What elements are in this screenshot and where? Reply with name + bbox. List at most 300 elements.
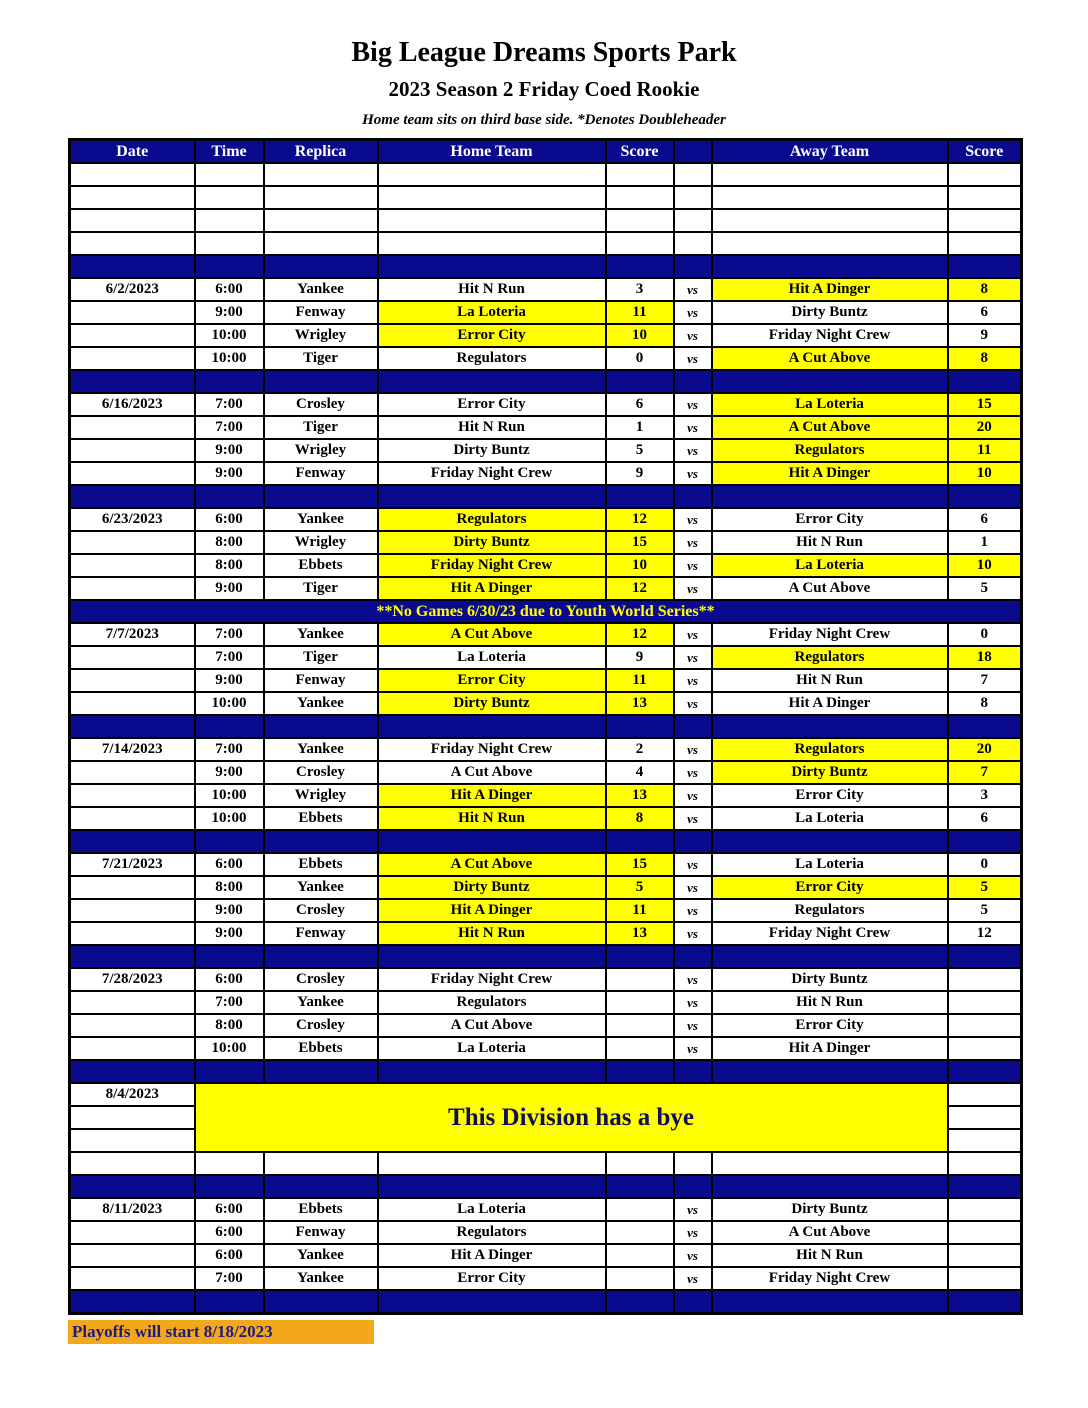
replica-cell: Yankee bbox=[264, 876, 378, 899]
time-cell: 9:00 bbox=[195, 669, 264, 692]
separator-home-score-cell bbox=[606, 370, 674, 393]
separator-time-cell bbox=[195, 1060, 264, 1083]
game-row bbox=[70, 462, 1022, 485]
game-row bbox=[70, 439, 1022, 462]
separator-away-score-cell bbox=[948, 715, 1022, 738]
replica-cell: Ebbets bbox=[264, 1037, 378, 1060]
away-team-cell: Dirty Buntz bbox=[712, 1198, 948, 1221]
time-cell: 6:00 bbox=[195, 1198, 264, 1221]
replica-cell: Yankee bbox=[264, 1267, 378, 1290]
away-team-cell: Hit N Run bbox=[712, 669, 948, 692]
time-cell: 9:00 bbox=[195, 577, 264, 600]
home-score-cell: 12 bbox=[606, 623, 674, 646]
time-cell: 7:00 bbox=[195, 738, 264, 761]
vs-cell: vs bbox=[674, 531, 712, 554]
empty-home-team-cell bbox=[378, 1152, 606, 1175]
empty-home-team-cell bbox=[378, 209, 606, 232]
separator-replica-cell bbox=[264, 1060, 378, 1083]
home-score-cell bbox=[606, 991, 674, 1014]
home-team-cell: La Loteria bbox=[378, 301, 606, 324]
home-team-cell: Friday Night Crew bbox=[378, 554, 606, 577]
away-team-cell: Friday Night Crew bbox=[712, 922, 948, 945]
away-score-cell: 10 bbox=[948, 554, 1022, 577]
replica-cell: Crosley bbox=[264, 899, 378, 922]
time-cell: 7:00 bbox=[195, 991, 264, 1014]
home-score-cell: 4 bbox=[606, 761, 674, 784]
separator-time-cell bbox=[195, 1175, 264, 1198]
time-cell: 9:00 bbox=[195, 922, 264, 945]
home-score-cell bbox=[606, 968, 674, 991]
page-note: Home team sits on third base side. *Denotes Doubleheader bbox=[362, 112, 726, 129]
away-score-cell bbox=[948, 1083, 1022, 1106]
vs-cell: vs bbox=[674, 577, 712, 600]
date-cell: 7/14/2023 bbox=[70, 738, 195, 761]
date-cell: 8/4/2023 bbox=[70, 1083, 195, 1106]
vs-cell: vs bbox=[674, 876, 712, 899]
home-score-cell: 12 bbox=[606, 508, 674, 531]
home-score-cell: 12 bbox=[606, 577, 674, 600]
empty-away-team-cell bbox=[712, 163, 948, 186]
away-team-cell: Hit A Dinger bbox=[712, 462, 948, 485]
empty-replica-cell bbox=[264, 163, 378, 186]
separator-vs-cell bbox=[674, 945, 712, 968]
separator-vs-cell bbox=[674, 715, 712, 738]
date-cell bbox=[70, 439, 195, 462]
time-cell: 9:00 bbox=[195, 761, 264, 784]
time-cell: 10:00 bbox=[195, 784, 264, 807]
separator-date-cell bbox=[70, 370, 195, 393]
vs-cell: vs bbox=[674, 761, 712, 784]
empty-away-team-cell bbox=[712, 232, 948, 255]
empty-time-cell bbox=[195, 1152, 264, 1175]
game-row bbox=[70, 554, 1022, 577]
away-score-cell: 6 bbox=[948, 508, 1022, 531]
away-team-cell: Hit N Run bbox=[712, 531, 948, 554]
replica-cell: Crosley bbox=[264, 1014, 378, 1037]
date-cell bbox=[70, 899, 195, 922]
game-row bbox=[70, 922, 1022, 945]
separator-vs-cell bbox=[674, 370, 712, 393]
date-cell bbox=[70, 347, 195, 370]
home-score-cell bbox=[606, 1198, 674, 1221]
separator-away-team-cell bbox=[712, 1060, 948, 1083]
separator-home-team-cell bbox=[378, 1060, 606, 1083]
home-team-cell: Regulators bbox=[378, 1221, 606, 1244]
separator-away-score-cell bbox=[948, 945, 1022, 968]
home-team-cell: La Loteria bbox=[378, 646, 606, 669]
replica-cell: Ebbets bbox=[264, 1198, 378, 1221]
time-cell: 6:00 bbox=[195, 1221, 264, 1244]
home-team-cell: A Cut Above bbox=[378, 761, 606, 784]
replica-cell: Wrigley bbox=[264, 531, 378, 554]
replica-cell: Ebbets bbox=[264, 807, 378, 830]
home-score-cell: 13 bbox=[606, 692, 674, 715]
column-header-replica: Replica bbox=[264, 140, 378, 164]
date-cell bbox=[70, 1014, 195, 1037]
replica-cell: Fenway bbox=[264, 1221, 378, 1244]
empty-away-team-cell bbox=[712, 1152, 948, 1175]
separator-away-score-cell bbox=[948, 1175, 1022, 1198]
away-team-cell: Hit A Dinger bbox=[712, 278, 948, 301]
away-team-cell: La Loteria bbox=[712, 554, 948, 577]
away-team-cell: Regulators bbox=[712, 738, 948, 761]
empty-vs-cell bbox=[674, 163, 712, 186]
vs-cell: vs bbox=[674, 738, 712, 761]
replica-cell: Yankee bbox=[264, 508, 378, 531]
vs-cell: vs bbox=[674, 669, 712, 692]
empty-row bbox=[70, 1152, 1022, 1175]
away-team-cell: Friday Night Crew bbox=[712, 623, 948, 646]
replica-cell: Fenway bbox=[264, 462, 378, 485]
home-score-cell: 9 bbox=[606, 646, 674, 669]
home-team-cell: A Cut Above bbox=[378, 623, 606, 646]
sep-row bbox=[70, 945, 1022, 968]
game-row bbox=[70, 508, 1022, 531]
separator-away-team-cell bbox=[712, 1175, 948, 1198]
empty-replica-cell bbox=[264, 232, 378, 255]
separator-vs-cell bbox=[674, 830, 712, 853]
home-score-cell: 6 bbox=[606, 393, 674, 416]
home-team-cell: Hit A Dinger bbox=[378, 784, 606, 807]
home-team-cell: Friday Night Crew bbox=[378, 462, 606, 485]
away-score-cell: 3 bbox=[948, 784, 1022, 807]
game-row bbox=[70, 968, 1022, 991]
away-score-cell bbox=[948, 1244, 1022, 1267]
away-team-cell: Error City bbox=[712, 784, 948, 807]
time-cell: 10:00 bbox=[195, 807, 264, 830]
separator-time-cell bbox=[195, 255, 264, 278]
empty-replica-cell bbox=[264, 209, 378, 232]
home-score-cell: 9 bbox=[606, 462, 674, 485]
vs-cell: vs bbox=[674, 1198, 712, 1221]
away-score-cell: 20 bbox=[948, 416, 1022, 439]
date-cell: 6/16/2023 bbox=[70, 393, 195, 416]
time-cell: 9:00 bbox=[195, 439, 264, 462]
vs-cell: vs bbox=[674, 462, 712, 485]
game-row bbox=[70, 1267, 1022, 1290]
column-header-vs bbox=[674, 140, 712, 164]
vs-cell: vs bbox=[674, 278, 712, 301]
game-row bbox=[70, 761, 1022, 784]
time-cell: 10:00 bbox=[195, 324, 264, 347]
home-team-cell: Hit N Run bbox=[378, 807, 606, 830]
separator-away-score-cell bbox=[948, 370, 1022, 393]
empty-home-score-cell bbox=[606, 186, 674, 209]
separator-vs-cell bbox=[674, 1060, 712, 1083]
away-score-cell bbox=[948, 1129, 1022, 1152]
date-cell bbox=[70, 1106, 195, 1129]
separator-home-team-cell bbox=[378, 370, 606, 393]
game-row bbox=[70, 784, 1022, 807]
date-cell bbox=[70, 991, 195, 1014]
empty-row bbox=[70, 232, 1022, 255]
home-team-cell: Dirty Buntz bbox=[378, 876, 606, 899]
date-cell bbox=[70, 301, 195, 324]
empty-row bbox=[70, 186, 1022, 209]
away-score-cell bbox=[948, 968, 1022, 991]
separator-away-team-cell bbox=[712, 1290, 948, 1314]
bye-notice-cell: This Division has a bye bbox=[195, 1083, 948, 1152]
date-cell bbox=[70, 807, 195, 830]
separator-replica-cell bbox=[264, 485, 378, 508]
away-team-cell: La Loteria bbox=[712, 853, 948, 876]
separator-vs-cell bbox=[674, 1175, 712, 1198]
away-score-cell: 6 bbox=[948, 807, 1022, 830]
game-row bbox=[70, 324, 1022, 347]
separator-home-score-cell bbox=[606, 485, 674, 508]
separator-away-team-cell bbox=[712, 485, 948, 508]
time-cell: 9:00 bbox=[195, 301, 264, 324]
date-cell bbox=[70, 761, 195, 784]
replica-cell: Tiger bbox=[264, 416, 378, 439]
vs-cell: vs bbox=[674, 968, 712, 991]
away-score-cell: 7 bbox=[948, 761, 1022, 784]
home-score-cell: 3 bbox=[606, 278, 674, 301]
vs-cell: vs bbox=[674, 899, 712, 922]
header-row bbox=[70, 140, 1022, 164]
separator-date-cell bbox=[70, 1175, 195, 1198]
time-cell: 10:00 bbox=[195, 1037, 264, 1060]
separator-home-score-cell bbox=[606, 255, 674, 278]
replica-cell: Yankee bbox=[264, 1244, 378, 1267]
separator-home-team-cell bbox=[378, 715, 606, 738]
date-cell bbox=[70, 1244, 195, 1267]
separator-home-team-cell bbox=[378, 945, 606, 968]
date-cell: 7/28/2023 bbox=[70, 968, 195, 991]
game-row bbox=[70, 876, 1022, 899]
separator-home-score-cell bbox=[606, 945, 674, 968]
away-team-cell: Hit A Dinger bbox=[712, 692, 948, 715]
home-score-cell: 15 bbox=[606, 531, 674, 554]
home-team-cell: Hit N Run bbox=[378, 278, 606, 301]
empty-time-cell bbox=[195, 186, 264, 209]
separator-away-score-cell bbox=[948, 255, 1022, 278]
date-cell bbox=[70, 922, 195, 945]
home-score-cell: 5 bbox=[606, 439, 674, 462]
column-header-away-score: Score bbox=[948, 140, 1022, 164]
game-row bbox=[70, 1037, 1022, 1060]
away-team-cell: La Loteria bbox=[712, 393, 948, 416]
date-cell bbox=[70, 462, 195, 485]
separator-date-cell bbox=[70, 255, 195, 278]
separator-away-team-cell bbox=[712, 830, 948, 853]
separator-vs-cell bbox=[674, 1290, 712, 1314]
empty-time-cell bbox=[195, 163, 264, 186]
away-score-cell: 12 bbox=[948, 922, 1022, 945]
vs-cell: vs bbox=[674, 807, 712, 830]
separator-time-cell bbox=[195, 485, 264, 508]
home-team-cell: Hit N Run bbox=[378, 416, 606, 439]
away-score-cell bbox=[948, 1267, 1022, 1290]
notice-cell: **No Games 6/30/23 due to Youth World Series** bbox=[70, 600, 1022, 623]
empty-time-cell bbox=[195, 232, 264, 255]
date-cell bbox=[70, 1129, 195, 1152]
away-team-cell: A Cut Above bbox=[712, 1221, 948, 1244]
vs-cell: vs bbox=[674, 508, 712, 531]
page-subtitle: 2023 Season 2 Friday Coed Rookie bbox=[388, 77, 700, 102]
home-score-cell: 13 bbox=[606, 784, 674, 807]
sep-row bbox=[70, 1060, 1022, 1083]
home-score-cell: 11 bbox=[606, 899, 674, 922]
home-score-cell: 11 bbox=[606, 301, 674, 324]
empty-away-score-cell bbox=[948, 1152, 1022, 1175]
empty-away-score-cell bbox=[948, 209, 1022, 232]
sep-row bbox=[70, 370, 1022, 393]
away-score-cell: 5 bbox=[948, 876, 1022, 899]
game-row bbox=[70, 1221, 1022, 1244]
sep-row bbox=[70, 715, 1022, 738]
game-row bbox=[70, 853, 1022, 876]
away-team-cell: Hit N Run bbox=[712, 991, 948, 1014]
time-cell: 8:00 bbox=[195, 1014, 264, 1037]
date-cell: 6/23/2023 bbox=[70, 508, 195, 531]
time-cell: 8:00 bbox=[195, 531, 264, 554]
sep-row bbox=[70, 830, 1022, 853]
empty-home-team-cell bbox=[378, 186, 606, 209]
replica-cell: Yankee bbox=[264, 623, 378, 646]
replica-cell: Yankee bbox=[264, 692, 378, 715]
vs-cell: vs bbox=[674, 1244, 712, 1267]
empty-home-score-cell bbox=[606, 163, 674, 186]
date-cell: 8/11/2023 bbox=[70, 1198, 195, 1221]
date-cell bbox=[70, 1267, 195, 1290]
vs-cell: vs bbox=[674, 416, 712, 439]
game-row bbox=[70, 899, 1022, 922]
away-score-cell: 9 bbox=[948, 324, 1022, 347]
sep-row bbox=[70, 1175, 1022, 1198]
empty-time-cell bbox=[195, 209, 264, 232]
home-score-cell: 11 bbox=[606, 669, 674, 692]
game-row bbox=[70, 301, 1022, 324]
home-score-cell: 15 bbox=[606, 853, 674, 876]
game-row bbox=[70, 1198, 1022, 1221]
separator-replica-cell bbox=[264, 255, 378, 278]
separator-replica-cell bbox=[264, 1290, 378, 1314]
home-score-cell: 1 bbox=[606, 416, 674, 439]
vs-cell: vs bbox=[674, 853, 712, 876]
time-cell: 10:00 bbox=[195, 692, 264, 715]
away-team-cell: Regulators bbox=[712, 646, 948, 669]
separator-away-team-cell bbox=[712, 945, 948, 968]
home-team-cell: Dirty Buntz bbox=[378, 692, 606, 715]
time-cell: 6:00 bbox=[195, 278, 264, 301]
empty-date-cell bbox=[70, 163, 195, 186]
vs-cell: vs bbox=[674, 393, 712, 416]
separator-home-score-cell bbox=[606, 1290, 674, 1314]
home-score-cell: 10 bbox=[606, 324, 674, 347]
vs-cell: vs bbox=[674, 646, 712, 669]
empty-row bbox=[70, 163, 1022, 186]
home-team-cell: Friday Night Crew bbox=[378, 738, 606, 761]
separator-date-cell bbox=[70, 945, 195, 968]
bye-row bbox=[70, 1083, 1022, 1106]
away-team-cell: A Cut Above bbox=[712, 347, 948, 370]
game-row bbox=[70, 577, 1022, 600]
home-team-cell: Regulators bbox=[378, 508, 606, 531]
column-header-home-score: Score bbox=[606, 140, 674, 164]
empty-away-score-cell bbox=[948, 163, 1022, 186]
game-row bbox=[70, 646, 1022, 669]
time-cell: 6:00 bbox=[195, 508, 264, 531]
separator-away-score-cell bbox=[948, 485, 1022, 508]
vs-cell: vs bbox=[674, 324, 712, 347]
date-cell bbox=[70, 577, 195, 600]
home-score-cell bbox=[606, 1267, 674, 1290]
game-row bbox=[70, 531, 1022, 554]
home-team-cell: La Loteria bbox=[378, 1037, 606, 1060]
separator-date-cell bbox=[70, 715, 195, 738]
sep-row bbox=[70, 485, 1022, 508]
empty-date-cell bbox=[70, 209, 195, 232]
empty-vs-cell bbox=[674, 209, 712, 232]
separator-home-team-cell bbox=[378, 485, 606, 508]
away-team-cell: A Cut Above bbox=[712, 416, 948, 439]
separator-home-team-cell bbox=[378, 1175, 606, 1198]
game-row bbox=[70, 1244, 1022, 1267]
date-cell bbox=[70, 876, 195, 899]
empty-date-cell bbox=[70, 186, 195, 209]
time-cell: 8:00 bbox=[195, 876, 264, 899]
home-team-cell: Error City bbox=[378, 669, 606, 692]
away-score-cell: 20 bbox=[948, 738, 1022, 761]
replica-cell: Ebbets bbox=[264, 554, 378, 577]
away-score-cell: 0 bbox=[948, 853, 1022, 876]
empty-home-team-cell bbox=[378, 232, 606, 255]
replica-cell: Fenway bbox=[264, 922, 378, 945]
date-cell: 7/21/2023 bbox=[70, 853, 195, 876]
home-score-cell: 8 bbox=[606, 807, 674, 830]
home-score-cell: 2 bbox=[606, 738, 674, 761]
home-score-cell: 13 bbox=[606, 922, 674, 945]
date-cell bbox=[70, 416, 195, 439]
separator-date-cell bbox=[70, 485, 195, 508]
away-score-cell: 0 bbox=[948, 623, 1022, 646]
time-cell: 7:00 bbox=[195, 1267, 264, 1290]
away-score-cell: 8 bbox=[948, 692, 1022, 715]
page-title: Big League Dreams Sports Park bbox=[351, 37, 737, 68]
separator-home-team-cell bbox=[378, 830, 606, 853]
away-score-cell: 6 bbox=[948, 301, 1022, 324]
vs-cell: vs bbox=[674, 1221, 712, 1244]
schedule-table bbox=[68, 138, 1023, 1315]
date-cell bbox=[70, 669, 195, 692]
away-team-cell: Friday Night Crew bbox=[712, 1267, 948, 1290]
empty-row bbox=[70, 209, 1022, 232]
replica-cell: Yankee bbox=[264, 278, 378, 301]
empty-away-team-cell bbox=[712, 209, 948, 232]
away-team-cell: Hit A Dinger bbox=[712, 1037, 948, 1060]
separator-away-score-cell bbox=[948, 1290, 1022, 1314]
home-team-cell: A Cut Above bbox=[378, 853, 606, 876]
away-score-cell bbox=[948, 1014, 1022, 1037]
away-team-cell: Dirty Buntz bbox=[712, 761, 948, 784]
home-score-cell: 0 bbox=[606, 347, 674, 370]
home-score-cell bbox=[606, 1244, 674, 1267]
away-score-cell: 11 bbox=[948, 439, 1022, 462]
home-team-cell: A Cut Above bbox=[378, 1014, 606, 1037]
vs-cell: vs bbox=[674, 692, 712, 715]
separator-time-cell bbox=[195, 1290, 264, 1314]
time-cell: 7:00 bbox=[195, 416, 264, 439]
game-row bbox=[70, 1014, 1022, 1037]
vs-cell: vs bbox=[674, 301, 712, 324]
away-team-cell: Error City bbox=[712, 1014, 948, 1037]
empty-date-cell bbox=[70, 1152, 195, 1175]
home-team-cell: La Loteria bbox=[378, 1198, 606, 1221]
home-score-cell bbox=[606, 1037, 674, 1060]
separator-away-score-cell bbox=[948, 830, 1022, 853]
away-score-cell bbox=[948, 1106, 1022, 1129]
